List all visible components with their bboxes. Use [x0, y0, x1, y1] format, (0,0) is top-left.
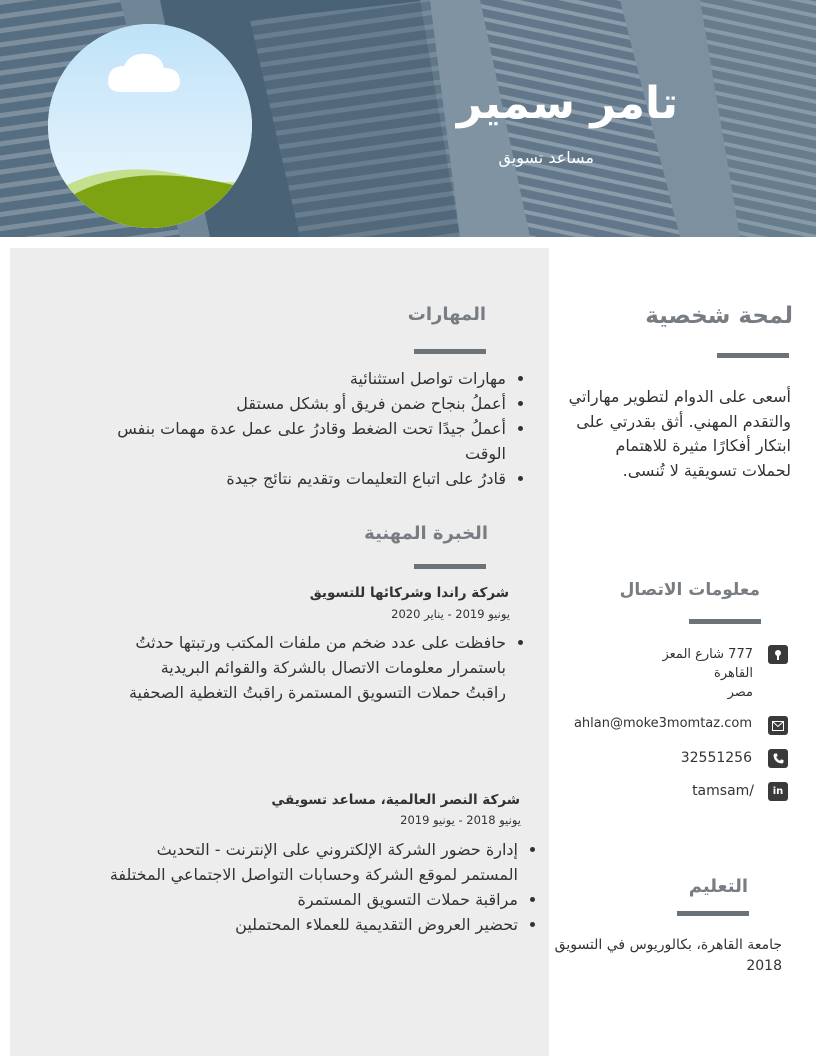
- address-street: 777 شارع المعز: [662, 647, 753, 662]
- job-title: مساعد تسويق: [498, 148, 594, 167]
- job-company: شركة النصر العالمية، مساعد تسويقي: [271, 792, 520, 808]
- profile-summary: أسعى على الدوام لتطوير مهاراتي والتقدم المهني. أثق بقدرتي على ابتكار أفكارًا مثيرة للاهتمام لحملات تسويقية لا تُنسى.: [568, 387, 791, 480]
- job-company: شركة راندا وشركائها للتسويق: [309, 585, 509, 601]
- job-duties-list: [108, 837, 518, 937]
- job-duties-list: [116, 630, 506, 705]
- skills-list: [86, 366, 506, 491]
- list-item: • قادرُ على اتباع التعليمات وتقديم نتائج جيدة: [86, 466, 506, 491]
- address-city: القاهرة: [714, 666, 753, 681]
- address-country: مصر: [727, 685, 753, 700]
- profile-heading: لمحة شخصية: [645, 303, 793, 329]
- job-dates: يونيو 2019 - يناير 2020: [391, 607, 510, 621]
- education-entry: جامعة القاهرة، بكالوريوس في التسويق 2018: [554, 937, 782, 974]
- experience-divider: [414, 564, 486, 569]
- resume-header: [0, 0, 816, 237]
- list-item: • مهارات تواصل استثنائية: [86, 366, 506, 391]
- linkedin-handle[interactable]: tamsam/: [692, 783, 754, 799]
- experience-heading: الخبرة المهنية: [364, 523, 488, 544]
- list-item: • إدارة حضور الشركة الإلكتروني على الإنترنت - التحديث المستمر لموقع الشركة وحسابات التواصل الاجتماعي المختلفة: [108, 837, 518, 887]
- email-link[interactable]: ahlan@moke3momtaz.com: [573, 716, 752, 731]
- list-item: • أعملُ بنجاح ضمن فريق أو بشكل مستقل: [86, 391, 506, 416]
- contact-divider: [689, 619, 761, 624]
- list-item: • تحضير العروض التقديمية للعملاء المحتملين: [108, 912, 518, 937]
- full-name: تامر سمير: [456, 78, 678, 129]
- contact-heading: معلومات الاتصال: [619, 580, 760, 600]
- linkedin-icon: in: [768, 782, 788, 801]
- envelope-icon: [768, 716, 788, 735]
- profile-divider: [717, 353, 789, 358]
- phone-icon: [768, 749, 788, 768]
- list-item: • أعملُ جيدًا تحت الضغط وقادرُ على عمل عدة مهمات بنفس الوقت: [86, 416, 506, 466]
- address-block: [662, 645, 753, 702]
- phone-number: 32551256: [680, 750, 752, 766]
- list-item: • حافظت على عدد ضخم من ملفات المكتب ورتبتها حدثتُ باستمرار معلومات الاتصال بالشركة والقوائم البريدية راقبتُ حملات التسويق المستمرة راقبتُ التغطية الصحفية: [116, 630, 506, 705]
- skills-divider: [414, 349, 486, 354]
- skills-heading: المهارات: [407, 304, 486, 325]
- map-pin-icon: [768, 645, 788, 664]
- profile-photo-placeholder: [48, 24, 252, 228]
- job-dates: يونيو 2018 - يونيو 2019: [400, 813, 521, 827]
- list-item: • مراقبة حملات التسويق المستمرة: [108, 887, 518, 912]
- education-heading: التعليم: [688, 876, 748, 897]
- education-divider: [677, 911, 749, 916]
